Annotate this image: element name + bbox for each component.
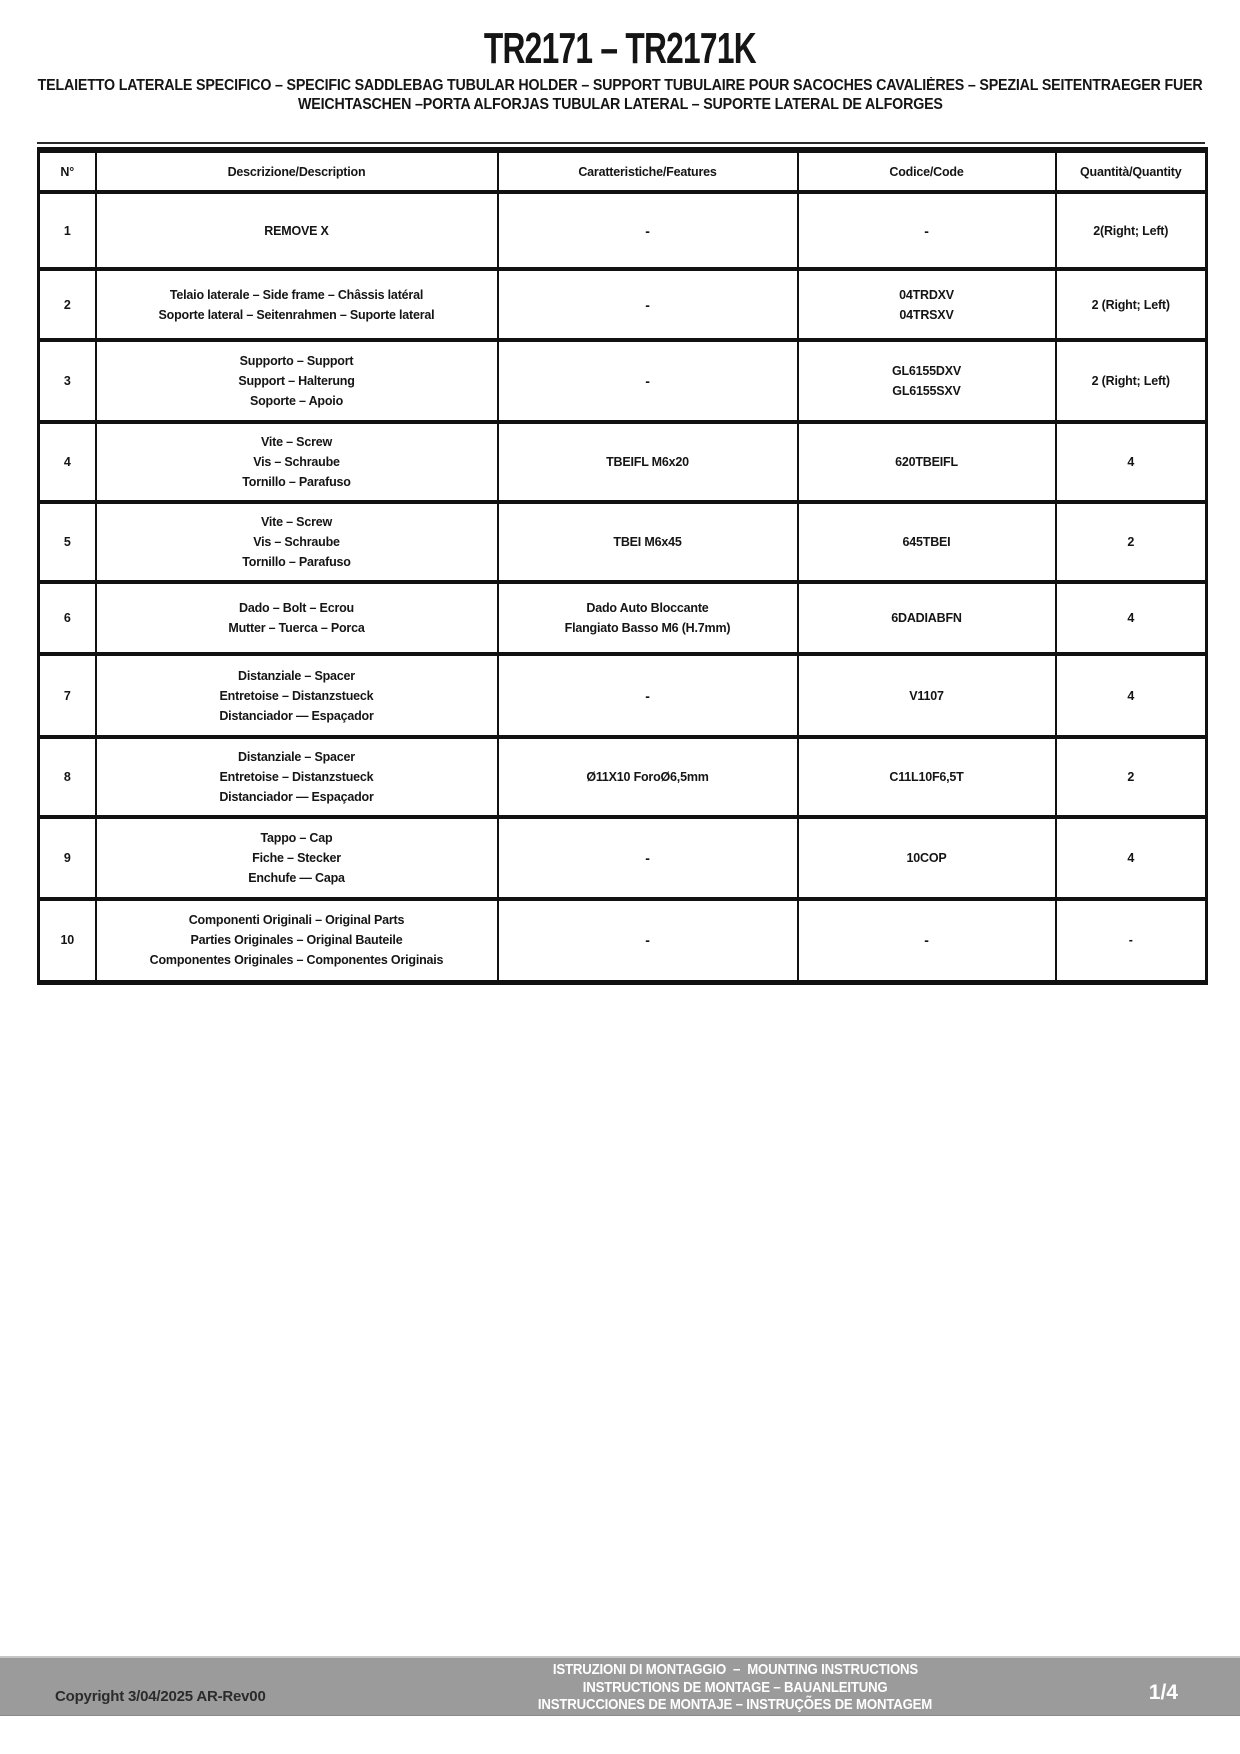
description-cell [96,899,498,982]
description-cell-line: Tornillo – Parafuso [242,475,351,489]
code-cell [798,422,1056,502]
quantity-cell: 2 (Right; Left) [1056,340,1207,422]
description-cell-line: Vite – Screw [260,515,333,529]
features-cell [498,269,798,340]
quantity-cell: 2(Right; Left) [1056,192,1207,269]
features-cell-line: TBEIFL M6x20 [606,455,689,469]
quantity-cell: 4 [1056,582,1207,654]
quantity-cell: 4 [1056,654,1207,737]
features-cell [498,899,798,982]
features-cell-line: - [645,687,650,704]
quantity-cell: 2 [1056,737,1207,817]
description-cell [96,422,498,502]
footer-instructions-line-3: INSTRUCCIONES DE MONTAJE – INSTRUÇÕES DE MONTAGEM [537,1696,933,1714]
features-cell [498,422,798,502]
features-cell [498,582,798,654]
description-cell-line: Dado – Bolt – Ecrou [239,601,354,615]
description-cell [96,817,498,899]
code-cell-line: - [924,932,929,949]
description-cell-line: Vis – Schraube [253,535,340,549]
row-number-cell: 2 [39,269,96,340]
code-cell-line: V1107 [909,688,944,703]
page-subtitle-line-2: WEICHTASCHEN –PORTA ALFORJAS TUBULAR LATERAL – SUPORTE LATERAL DE ALFORGES [297,96,943,113]
document-header [0,0,1240,142]
code-cell [798,737,1056,817]
row-number-cell: 6 [39,582,96,654]
features-cell [498,502,798,582]
description-cell-line: Tappo – Cap [260,831,333,845]
features-cell-line: Flangiato Basso M6 (H.7mm) [564,621,731,635]
description-cell-line: Distanciador — Espaçador [219,790,374,804]
col-header-quantity: Quantità/Quantity [1056,150,1207,192]
table-row [39,817,1207,899]
quantity-cell: 2 [1056,502,1207,582]
row-number-cell: 5 [39,502,96,582]
table-row [39,737,1207,817]
row-number-cell: 8 [39,737,96,817]
code-cell-line: 6DADIABFN [891,611,962,625]
description-cell-line: Supporto – Support [239,354,354,368]
description-cell-line: Entretoise – Distanzstueck [219,688,374,703]
description-cell-line: Fiche – Stecker [252,851,341,865]
col-header-number: N° [39,150,96,192]
description-cell [96,582,498,654]
code-cell [798,654,1056,737]
row-number-cell: 10 [39,899,96,982]
features-cell-line: - [645,932,650,949]
header-row [39,150,1207,192]
features-cell-line: - [645,296,650,313]
quantity-cell: 4 [1056,817,1207,899]
footer-instructions [390,1658,1080,1715]
description-cell-line: Componentes Originales – Componentes Originais [149,953,444,968]
description-cell [96,340,498,422]
features-cell [498,654,798,737]
row-number-cell: 1 [39,192,96,269]
description-cell-line: Telaio laterale – Side frame – Châssis latéral [169,287,424,302]
code-cell-line: 04TRSXV [899,307,954,322]
footer-instructions-line-1: ISTRUZIONI DI MONTAGGIO – MOUNTING INSTRUCTIONS [552,1661,918,1679]
code-cell [798,340,1056,422]
code-cell-line: 620TBEIFL [895,455,958,469]
features-cell [498,340,798,422]
code-cell-line: GL6155SXV [892,384,961,398]
col-header-description: Descrizione/Description [96,150,498,192]
description-cell-line: Support – Halterung [238,374,355,388]
row-number-cell: 7 [39,654,96,737]
description-cell-line: Soporte lateral – Seitenrahmen – Suporte lateral [158,307,435,322]
row-number-cell: 3 [39,340,96,422]
table-row [39,192,1207,269]
code-cell [798,899,1056,982]
parts-table [37,147,1208,985]
row-number-cell: 4 [39,422,96,502]
description-cell-line: Mutter – Tuerca – Porca [228,621,365,635]
parts-table-body [39,192,1207,982]
description-cell-line: Vite – Screw [260,435,333,449]
description-cell-line: Vis – Schraube [253,455,340,469]
description-cell-line: Tornillo – Parafuso [242,555,351,569]
code-cell-line: 10COP [906,851,947,865]
features-cell [498,817,798,899]
description-cell [96,737,498,817]
table-row [39,422,1207,502]
features-cell [498,192,798,269]
page-title: TR2171 – TR2171K [483,24,756,73]
footer-instructions-line-2: INSTRUCTIONS DE MONTAGE – BAUANLEITUNG [582,1678,888,1696]
code-cell-line: C11L10F6,5T [889,770,964,784]
quantity-cell: - [1056,899,1207,982]
parts-table-header [39,150,1207,192]
code-cell-line: 04TRDXV [899,287,954,302]
col-header-features: Caratteristiche/Features [498,150,798,192]
description-cell-line: Soporte – Apoio [249,394,344,408]
page-subtitle-line-1: TELAIETTO LATERALE SPECIFICO – SPECIFIC SADDLEBAG TUBULAR HOLDER – SUPPORT TUBULAIRE POUR SACOCHES CAVALIÈRES – SPEZIAL SEITENTRAEGER FUER [37,77,1203,94]
table-row [39,269,1207,340]
quantity-cell: 4 [1056,422,1207,502]
code-cell [798,817,1056,899]
code-cell-line: - [924,222,929,239]
description-cell-line: REMOVE X [264,223,329,238]
features-cell-line: - [645,373,650,389]
description-cell-line: Distanziale – Spacer [238,750,355,764]
features-cell-line: - [645,850,650,866]
features-cell-line: Dado Auto Bloccante [586,601,709,615]
description-cell-line: Distanciador — Espaçador [219,708,374,723]
col-header-code: Codice/Code [798,150,1056,192]
table-row [39,340,1207,422]
table-row [39,582,1207,654]
features-cell-line: TBEI M6x45 [613,535,682,549]
footer-bar [0,1656,1240,1716]
header-divider-rule [37,142,1205,144]
table-row [39,899,1207,982]
features-cell [498,737,798,817]
code-cell-line: GL6155DXV [891,364,962,378]
code-cell-line: 645TBEI [902,535,951,549]
description-cell-line: Entretoise – Distanzstueck [219,770,374,784]
page-subtitle [0,76,1240,114]
table-row [39,502,1207,582]
features-cell-line: Ø11X10 ForoØ6,5mm [586,770,709,784]
page-number: 1/4 [1148,1681,1178,1704]
description-cell [96,269,498,340]
description-cell-line: Parties Originales – Original Bauteile [190,933,403,948]
copyright-text: Copyright 3/04/2025 AR-Rev00 [55,1688,266,1705]
code-cell [798,192,1056,269]
code-cell [798,582,1056,654]
code-cell [798,502,1056,582]
features-cell-line: - [645,222,650,239]
code-cell [798,269,1056,340]
description-cell [96,502,498,582]
description-cell-line: Distanziale – Spacer [238,668,355,683]
row-number-cell: 9 [39,817,96,899]
quantity-cell: 2 (Right; Left) [1056,269,1207,340]
description-cell-line: Componenti Originali – Original Parts [188,913,405,928]
description-cell [96,192,498,269]
description-cell [96,654,498,737]
description-cell-line: Enchufe — Capa [248,871,345,885]
table-row [39,654,1207,737]
